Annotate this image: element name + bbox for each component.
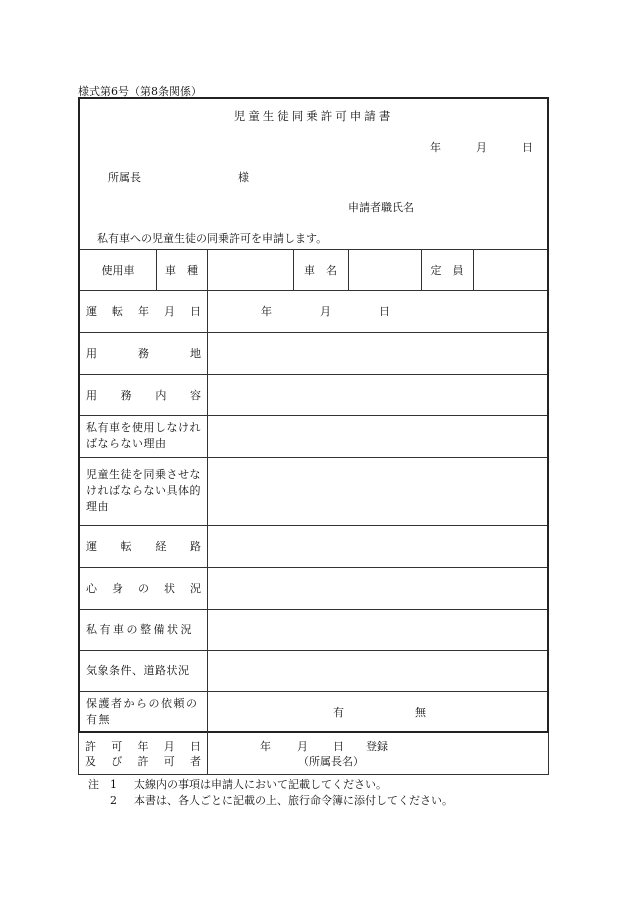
maintenance-field[interactable] xyxy=(207,609,549,650)
guardian-request-field[interactable] xyxy=(207,691,549,733)
approval-label-line2: 及 び 許 可 者 xyxy=(85,755,201,768)
note-1: 注 1 太線内の事項は申請人において記載してください。 xyxy=(88,778,387,791)
notes xyxy=(88,777,453,809)
driving-route-field[interactable] xyxy=(207,525,549,567)
vehicle-name-label: 車 名 xyxy=(304,263,337,277)
addressee-suffix: 様 xyxy=(238,171,249,184)
business-content-field[interactable] xyxy=(207,374,549,415)
vehicle-type-field[interactable] xyxy=(207,249,293,290)
passenger-reason-field[interactable] xyxy=(207,457,549,525)
form-title: 児童生徒同乗許可申請書 xyxy=(233,109,394,123)
business-content-label: 用 務 内 容 xyxy=(86,388,201,402)
weather-road-field[interactable] xyxy=(207,650,549,691)
approval-signer: （所属長名） xyxy=(298,755,364,768)
approval-label-line1: 許 可 年 月 日 xyxy=(85,740,201,753)
driving-date-field[interactable]: 年 月 日 xyxy=(261,305,390,318)
driving-route-label: 運 転 経 路 xyxy=(86,540,201,553)
driving-date-label: 運 転 年 月 日 xyxy=(86,305,201,318)
form-number: 様式第6号（第8条関係） xyxy=(78,85,202,98)
business-location-field[interactable] xyxy=(207,332,549,374)
condition-field[interactable] xyxy=(207,567,549,609)
guardian-request-label: 保護者からの依頼の有無 xyxy=(86,697,199,726)
date-year: 年 xyxy=(430,141,441,154)
approval-day: 日 xyxy=(333,740,344,753)
capacity-label: 定 員 xyxy=(430,263,464,277)
condition-label: 心 身 の 状 況 xyxy=(86,582,201,595)
application-statement: 私有車への児童生徒の同乗許可を申請します。 xyxy=(97,232,328,245)
option-no[interactable]: 無 xyxy=(415,706,426,719)
application-form xyxy=(78,97,549,733)
approval-month: 月 xyxy=(297,740,308,753)
date-day: 日 xyxy=(522,141,533,154)
option-yes[interactable]: 有 xyxy=(333,706,344,719)
vehicle-label: 使用車 xyxy=(101,263,135,277)
date-month: 月 xyxy=(476,141,487,154)
private-car-reason-label: 私有車を使用しなければならない理由 xyxy=(86,421,201,450)
capacity-field[interactable] xyxy=(473,249,549,290)
vehicle-type-label: 車 種 xyxy=(165,263,198,277)
approval-year: 年 xyxy=(260,740,271,753)
application-date xyxy=(430,139,533,155)
private-car-reason-field[interactable] xyxy=(207,415,549,457)
business-location-label: 用 務 地 xyxy=(86,347,201,360)
approval-section xyxy=(78,733,549,775)
maintenance-label: 私有車の整備状況 xyxy=(86,622,194,636)
approval-registered: 登録 xyxy=(366,740,388,753)
weather-road-label: 気象条件、道路状況 xyxy=(86,663,190,677)
note-2: 2 本書は、各人ごとに記載の上、旅行命令簿に添付してください。 xyxy=(110,794,453,807)
addressee-label: 所属長 xyxy=(108,171,141,184)
passenger-reason-label: 児童生徒を同乗させなければならない具体的理由 xyxy=(86,468,201,513)
vehicle-name-field[interactable] xyxy=(348,249,421,290)
applicant-label: 申請者職氏名 xyxy=(348,201,414,214)
